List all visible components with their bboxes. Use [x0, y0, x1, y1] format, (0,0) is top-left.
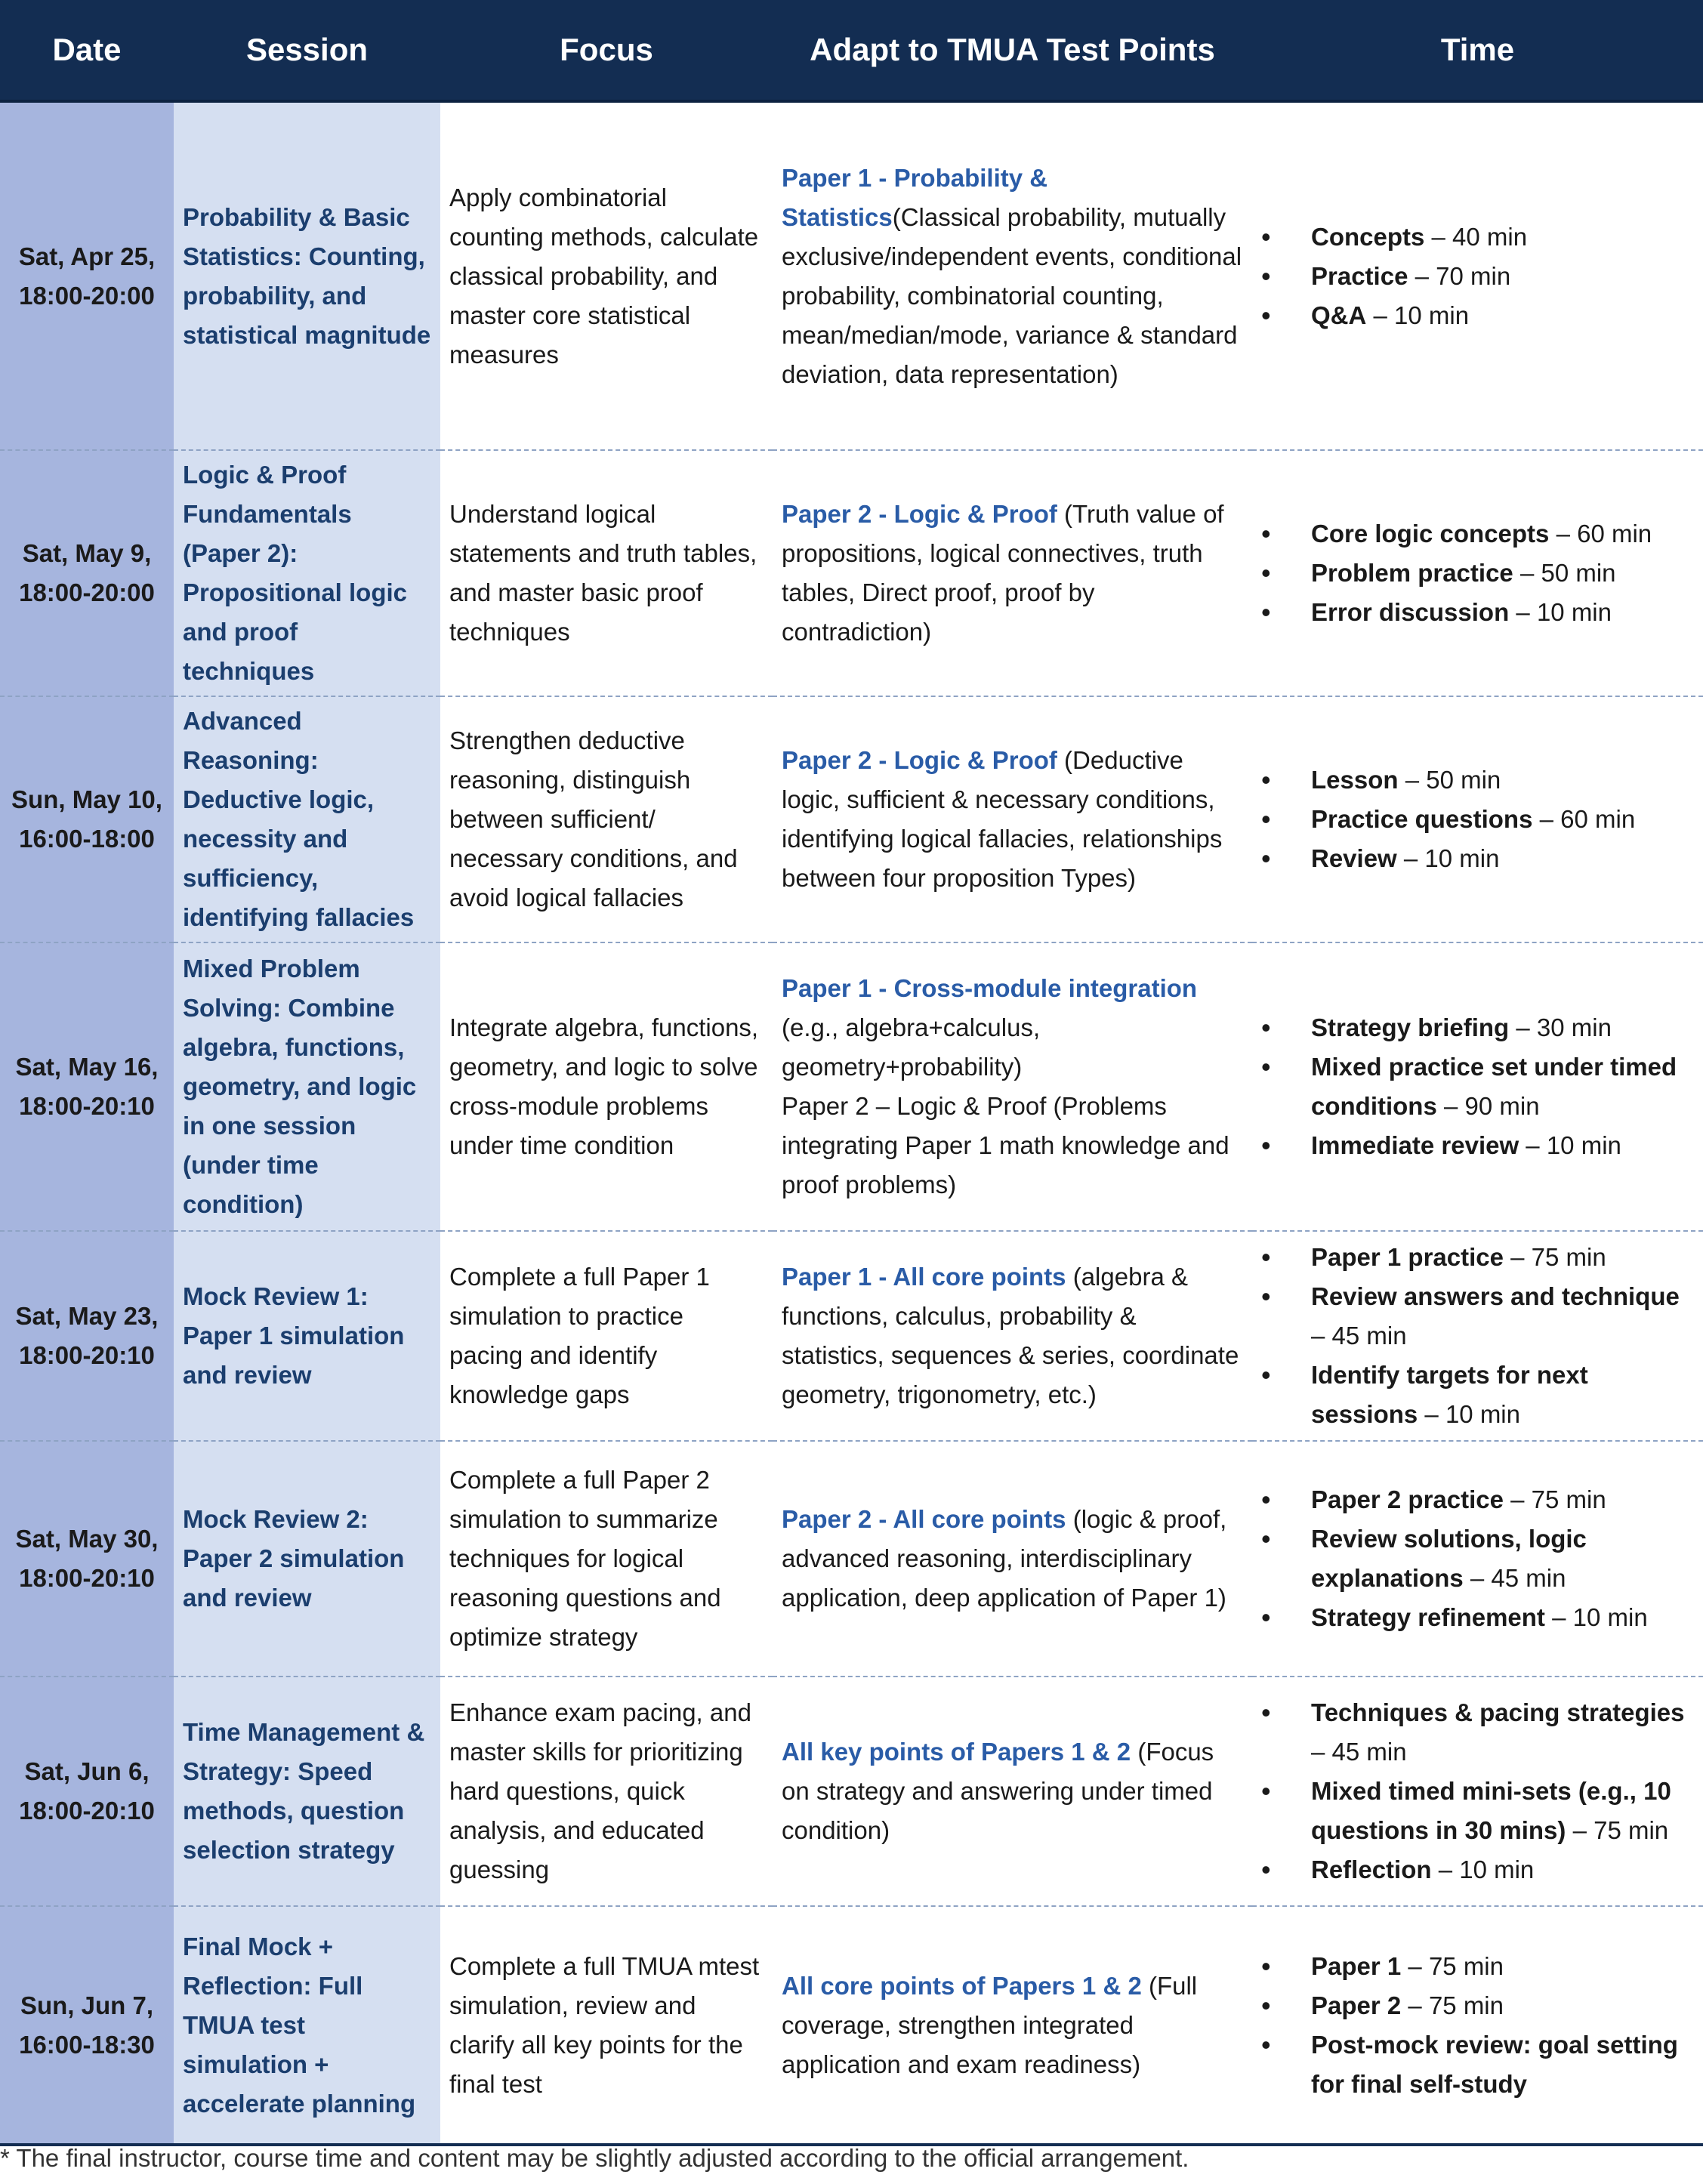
date-cell [0, 1441, 174, 1677]
test-points-cell [773, 450, 1252, 696]
list-item [1261, 1356, 1694, 1434]
activity-name: Immediate review [1311, 1131, 1519, 1159]
test-points-detail: (Truth value of propositions, logical connectives, truth tables, Direct proof, proof by contradiction) [782, 500, 1224, 646]
session-cell: Probability & Basic Statistics: Counting, probability, and statistical magnitude [174, 101, 440, 450]
list-item [1261, 1772, 1694, 1850]
focus-cell: Integrate algebra, functions, geometry, and logic to solve cross-module problems under time condition [440, 942, 773, 1231]
activity-name: Post-mock review: goal setting for final self-study [1311, 2030, 1678, 2098]
activity-duration: – 75 min [1503, 1485, 1606, 1513]
paper-label: Paper 2 - Logic & Proof [782, 500, 1057, 528]
list-item [1261, 296, 1694, 335]
date-line: 18:00-20:10 [19, 1341, 155, 1369]
table-row [0, 1231, 1703, 1441]
date-cell [0, 1231, 174, 1441]
activity-name: Reflection [1311, 1855, 1432, 1883]
list-item [1261, 257, 1694, 296]
time-breakdown-list [1261, 514, 1694, 632]
table-row [0, 942, 1703, 1231]
test-points-cell [773, 1677, 1252, 1906]
date-line: Sun, May 10, [11, 785, 162, 813]
session-cell: Logic & Proof Fundamentals (Paper 2): Propositional logic and proof techniques [174, 450, 440, 696]
focus-cell: Enhance exam pacing, and master skills for prioritizing hard questions, quick analysis, and educated guessing [440, 1677, 773, 1906]
date-line: 18:00-20:10 [19, 1564, 155, 1592]
time-breakdown-list [1261, 1008, 1694, 1165]
date-line: 18:00-20:10 [19, 1092, 155, 1120]
activity-duration: – 45 min [1463, 1564, 1566, 1592]
date-cell [0, 101, 174, 450]
focus-cell: Understand logical statements and truth tables, and master basic proof techniques [440, 450, 773, 696]
activity-name: Paper 1 practice [1311, 1243, 1504, 1271]
paper-label: Paper 1 - Cross-module integration [782, 974, 1198, 1002]
activity-duration: – 90 min [1436, 1092, 1540, 1120]
list-item [1261, 554, 1694, 593]
session-cell: Mock Review 2: Paper 2 simulation and review [174, 1441, 440, 1677]
paper-label: All core points of Papers 1 & 2 [782, 1971, 1142, 2000]
activity-name: Review [1311, 844, 1397, 872]
activity-duration: – 10 min [1366, 301, 1470, 329]
header-date: Date [0, 0, 174, 101]
test-points-cell [773, 101, 1252, 450]
activity-name: Practice questions [1311, 805, 1533, 833]
focus-cell: Complete a full Paper 2 simulation to summarize techniques for logical reasoning questions and optimize strategy [440, 1441, 773, 1677]
session-cell: Mixed Problem Solving: Combine algebra, functions, geometry, and logic in one session (under time condition) [174, 942, 440, 1231]
list-item [1261, 1480, 1694, 1519]
time-cell [1252, 1231, 1703, 1441]
list-item [1261, 1519, 1694, 1598]
test-points-detail: (logic & proof, advanced reasoning, interdisciplinary application, deep application of Paper 1) [782, 1505, 1227, 1612]
activity-name: Error discussion [1311, 598, 1510, 626]
time-breakdown-list [1261, 760, 1694, 878]
paper-label: Paper 2 - Logic & Proof [782, 746, 1057, 774]
time-breakdown-list [1261, 1480, 1694, 1637]
date-cell [0, 942, 174, 1231]
table-row [0, 1677, 1703, 1906]
list-item [1261, 2025, 1694, 2104]
activity-name: Review solutions, logic explanations [1311, 1525, 1587, 1592]
activity-name: Paper 2 [1311, 1991, 1402, 2019]
date-line: Sat, May 23, [15, 1302, 159, 1330]
activity-name: Concepts [1311, 222, 1425, 251]
paper-label: All key points of Papers 1 & 2 [782, 1738, 1131, 1766]
date-cell [0, 450, 174, 696]
activity-duration: – 45 min [1311, 1322, 1407, 1350]
activity-duration: – 10 min [1431, 1855, 1535, 1883]
paper-label: Paper 1 - All core points [782, 1263, 1066, 1291]
date-line: Sat, May 9, [22, 539, 152, 567]
time-cell [1252, 1906, 1703, 2145]
activity-name: Mixed practice set under timed conditions [1311, 1053, 1677, 1120]
date-cell [0, 696, 174, 942]
test-points-cell [773, 1231, 1252, 1441]
test-points-cell [773, 1441, 1252, 1677]
header-adapt: Adapt to TMUA Test Points [773, 0, 1252, 101]
time-breakdown-list [1261, 1238, 1694, 1434]
date-line: Sat, Jun 6, [24, 1757, 150, 1785]
table-row [0, 696, 1703, 942]
focus-cell: Complete a full Paper 1 simulation to practice pacing and identify knowledge gaps [440, 1231, 773, 1441]
time-cell [1252, 1441, 1703, 1677]
table-row [0, 1906, 1703, 2145]
activity-name: Identify targets for next sessions [1311, 1361, 1588, 1428]
focus-cell: Apply combinatorial counting methods, calculate classical probability, and master core statistical measures [440, 101, 773, 450]
table-row [0, 450, 1703, 696]
list-item [1261, 1238, 1694, 1277]
footnote: * The final instructor, course time and content may be slightly adjusted according to the official arrangement. [0, 2144, 1189, 2172]
date-line: Sat, May 30, [15, 1525, 159, 1553]
date-line: Sat, Apr 25, [18, 242, 156, 270]
session-cell: Time Management & Strategy: Speed methods, question selection strategy [174, 1677, 440, 1906]
header-time: Time [1252, 0, 1703, 101]
activity-name: Lesson [1311, 766, 1399, 794]
activity-duration: – 10 min [1544, 1603, 1648, 1631]
activity-name: Paper 1 [1311, 1951, 1402, 1980]
list-item [1261, 1126, 1694, 1165]
activity-name: Problem practice [1311, 559, 1513, 587]
time-breakdown-list [1261, 217, 1694, 335]
test-points-detail: (Classical probability, mutually exclusive/independent events, conditional probability, combinatorial counting, mean/median/mode, variance & standard deviation, data representation) [782, 202, 1242, 388]
date-line: 16:00-18:30 [19, 2030, 155, 2059]
activity-duration: – 45 min [1311, 1738, 1407, 1766]
time-breakdown-list [1261, 1693, 1694, 1889]
time-cell [1252, 942, 1703, 1231]
test-points-cell [773, 942, 1252, 1231]
table-row [0, 101, 1703, 450]
date-cell [0, 1906, 174, 2145]
activity-duration: – 75 min [1503, 1243, 1606, 1271]
test-points-detail: Paper 2 – Logic & Proof (Problems integrating Paper 1 math knowledge and proof problems) [782, 1092, 1229, 1198]
time-cell [1252, 1677, 1703, 1906]
activity-duration: – 10 min [1519, 1131, 1621, 1159]
activity-duration: – 75 min [1401, 1951, 1504, 1980]
paper-label: Paper 1 - Probability & Statistics [782, 163, 1048, 231]
session-cell: Advanced Reasoning: Deductive logic, necessity and sufficiency, identifying fallacies [174, 696, 440, 942]
activity-duration: – 50 min [1513, 559, 1616, 587]
date-line: 18:00-20:00 [19, 281, 155, 310]
activity-name: Techniques & pacing strategies [1311, 1698, 1685, 1726]
date-line: 16:00-18:00 [19, 825, 155, 853]
time-breakdown-list [1261, 1947, 1694, 2104]
activity-duration: – 40 min [1424, 222, 1528, 251]
list-item [1261, 1947, 1694, 1986]
test-points-detail: (algebra & functions, calculus, probability & statistics, sequences & series, coordinate geometry, trigonometry, etc.) [782, 1263, 1239, 1408]
time-cell [1252, 450, 1703, 696]
test-points-detail: (e.g., algebra+calculus, geometry+probability) [782, 1013, 1041, 1081]
header-row [0, 0, 1703, 101]
activity-duration: – 75 min [1566, 1816, 1669, 1844]
activity-duration: – 75 min [1401, 1991, 1504, 2019]
list-item [1261, 514, 1694, 554]
list-item [1261, 1008, 1694, 1047]
list-item [1261, 1277, 1694, 1356]
list-item [1261, 760, 1694, 800]
date-line: 18:00-20:10 [19, 1797, 155, 1825]
date-cell [0, 1677, 174, 1906]
activity-duration: – 30 min [1509, 1013, 1612, 1041]
activity-duration: – 10 min [1509, 598, 1612, 626]
list-item [1261, 1850, 1694, 1889]
time-cell [1252, 101, 1703, 450]
activity-name: Q&A [1311, 301, 1367, 329]
header-focus: Focus [440, 0, 773, 101]
list-item [1261, 593, 1694, 632]
list-item [1261, 1047, 1694, 1126]
time-cell [1252, 696, 1703, 942]
list-item [1261, 1986, 1694, 2025]
date-line: Sun, Jun 7, [20, 1991, 154, 2019]
activity-name: Mixed timed mini-sets (e.g., 10 questions in 30 mins) [1311, 1777, 1671, 1844]
list-item [1261, 1693, 1694, 1772]
test-points-detail: (Focus on strategy and answering under timed condition) [782, 1738, 1214, 1844]
paper-label: Paper 2 - All core points [782, 1505, 1066, 1533]
list-item [1261, 839, 1694, 878]
test-points-detail: (Deductive logic, sufficient & necessary conditions, identifying logical fallacies, relationships between four proposition Types) [782, 746, 1223, 892]
date-line: Sat, May 16, [15, 1053, 159, 1081]
test-points-cell [773, 696, 1252, 942]
activity-name: Practice [1311, 261, 1408, 290]
header-session: Session [174, 0, 440, 101]
test-points-cell [773, 1906, 1252, 2145]
list-item [1261, 1598, 1694, 1637]
table-row [0, 1441, 1703, 1677]
activity-duration: – 10 min [1396, 844, 1500, 872]
activity-duration: – 60 min [1549, 520, 1652, 548]
session-cell: Mock Review 1: Paper 1 simulation and review [174, 1231, 440, 1441]
activity-name: Paper 2 practice [1311, 1485, 1504, 1513]
focus-cell: Strengthen deductive reasoning, distinguish between sufficient/ necessary conditions, and avoid logical fallacies [440, 696, 773, 942]
activity-duration: – 10 min [1418, 1400, 1520, 1428]
list-item [1261, 217, 1694, 257]
focus-cell: Complete a full TMUA mtest simulation, review and clarify all key points for the final test [440, 1906, 773, 2145]
activity-name: Strategy briefing [1311, 1013, 1510, 1041]
list-item [1261, 800, 1694, 839]
activity-name: Core logic concepts [1311, 520, 1550, 548]
activity-duration: – 60 min [1532, 805, 1636, 833]
test-points-detail: (Full coverage, strengthen integrated application and exam readiness) [782, 1971, 1198, 2078]
activity-duration: – 50 min [1398, 766, 1501, 794]
activity-duration: – 70 min [1408, 261, 1511, 290]
activity-name: Review answers and technique [1311, 1282, 1680, 1310]
activity-name: Strategy refinement [1311, 1603, 1545, 1631]
date-line: 18:00-20:00 [19, 578, 155, 606]
session-cell: Final Mock + Reflection: Full TMUA test simulation + accelerate planning [174, 1906, 440, 2145]
